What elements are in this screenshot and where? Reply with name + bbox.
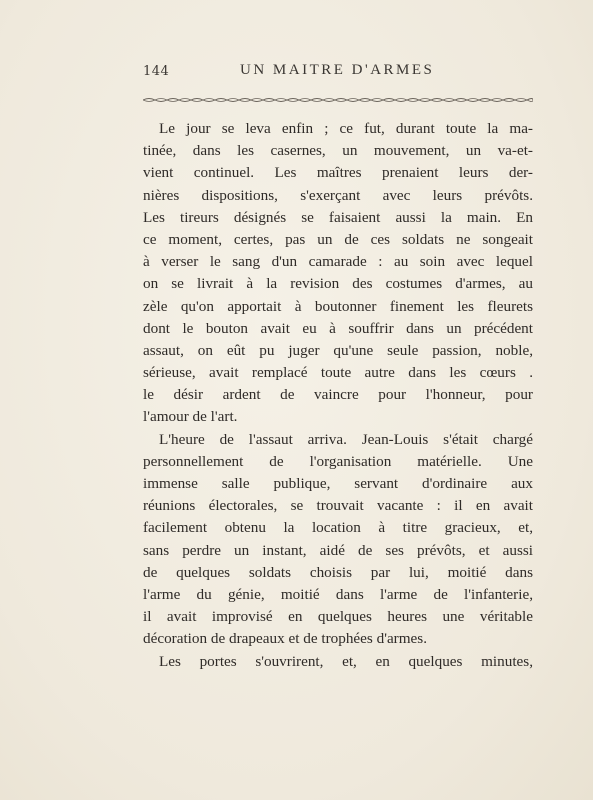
text-line: Les portes s'ouvrirent, et, en quelques minutes, [159,652,533,670]
body-text [143,118,533,673]
paragraph-2 [143,429,533,651]
running-title: UN MAITRE D'ARMES [240,62,435,78]
text-line: l'amour de l'art. [143,408,238,426]
text-line: décoration de drapeaux et de trophées d'armes. [143,630,428,648]
text-line: de quelques soldats choisis par lui, moitié dans [143,563,533,581]
text-line: à verser le sang d'un camarade : au soin avec lequel [143,253,533,271]
ornamental-rule [143,96,533,104]
text-line: personnellement de l'organisation matérielle. Une [143,452,533,470]
text-line: vient continuel. Les maîtres prenaient leurs der- [143,164,533,182]
text-line: sans perdre un instant, aidé de ses prévôts, et aussi [143,541,533,559]
text-line: Les tireurs désignés se faisaient aussi la main. En [143,208,533,226]
text-line: assaut, on eût pu juger qu'une seule passion, noble, [143,341,533,359]
text-line: facilement obtenu la location à titre gracieux, et, [143,519,533,537]
text-line: réunions électorales, se trouvait vacante : il en avait [143,497,533,515]
page-number: 144 [143,64,170,79]
text-line: le désir ardent de vaincre pour l'honneur, pour [143,386,533,404]
text-line: nières dispositions, s'exerçant avec leurs prévôts. [143,186,533,204]
text-line: il avait improvisé en quelques heures une véritable [143,608,533,626]
paragraph-1 [143,118,533,429]
text-line: immense salle publique, servant d'ordinaire aux [143,475,533,492]
text-line: l'arme du génie, moitié dans l'arme de l'infanterie, [143,585,533,603]
paragraph-3 [143,651,533,673]
text-line: Le jour se leva enfin ; ce fut, durant toute la ma- [159,120,533,137]
text-line: zèle qu'on apportait à boutonner finement les fleurets [143,297,533,315]
text-line: dont le bouton avait eu à souffrir dans un précédent [143,319,533,337]
text-line: sérieuse, avait remplacé toute autre dans les cœurs . [143,364,533,382]
text-line: L'heure de l'assaut arriva. Jean-Louis s'était chargé [159,430,533,448]
text-line: tinée, dans les casernes, un mouvement, un va-et- [143,142,533,160]
text-line: on se livrait à la revision des costumes d'armes, au [143,275,533,293]
text-line: ce moment, certes, pas un de ces soldats ne songeait [143,230,533,248]
